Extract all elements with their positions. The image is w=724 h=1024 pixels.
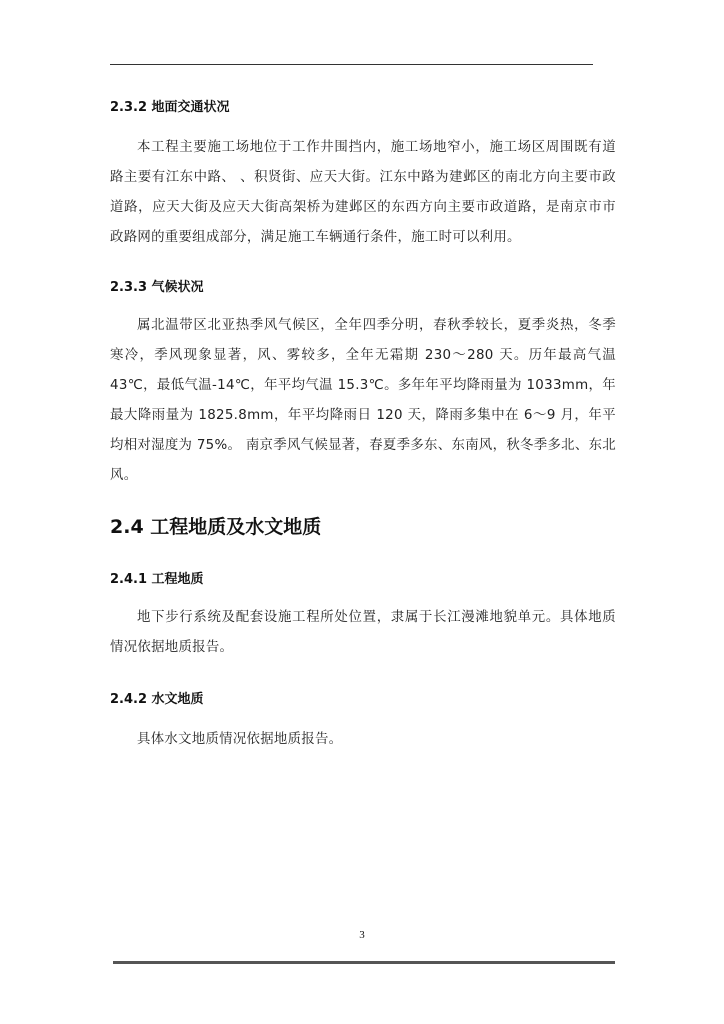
heading-2-4-1: 2.4.1 工程地质	[110, 572, 204, 587]
heading-2-3-2: 2.3.2 地面交通状况	[110, 100, 230, 115]
footer-rule	[113, 961, 615, 964]
paragraph-climate: 属北温带区北亚热季风气候区，全年四季分明，春秋季较长，夏季炎热，冬季寒冷，季风现象显著，风、雾较多，全年无霜期 230～280 天。历年最高气温 43℃，最低气温-14℃，年平均气温 15.3℃。多年年平均降雨量为 1033mm，年最大降雨量为 1825.8mm，年平均降雨日 120 天，降雨多集中在 6～9 月，年平均相对湿度为 75%。 南京季风气候显著，春夏季多东、东南风，秋冬季多北、东北风。	[110, 318, 616, 483]
heading-2-3-3: 2.3.3 气候状况	[110, 280, 204, 295]
paragraph-geology: 地下步行系统及配套设施工程所处位置，隶属于长江漫滩地貌单元。具体地质情况依据地质报告。	[110, 610, 616, 655]
page-number: 3	[359, 929, 365, 941]
header-rule	[110, 64, 593, 65]
heading-2-4: 2.4 工程地质及水文地质	[110, 516, 322, 538]
paragraph-traffic: 本工程主要施工场地位于工作井围挡内，施工场地窄小，施工场区周围既有道路主要有江东中路、 、积贤街、应天大街。江东中路为建邺区的南北方向主要市政道路，应天大街及应天大街高架桥为建邺区的东西方向主要市政道路，是南京市市政路网的重要组成部分，满足施工车辆通行条件，施工时可以利用。	[110, 140, 616, 245]
heading-2-4-2: 2.4.2 水文地质	[110, 692, 204, 707]
paragraph-hydrology: 具体水文地质情况依据地质报告。	[137, 732, 343, 747]
